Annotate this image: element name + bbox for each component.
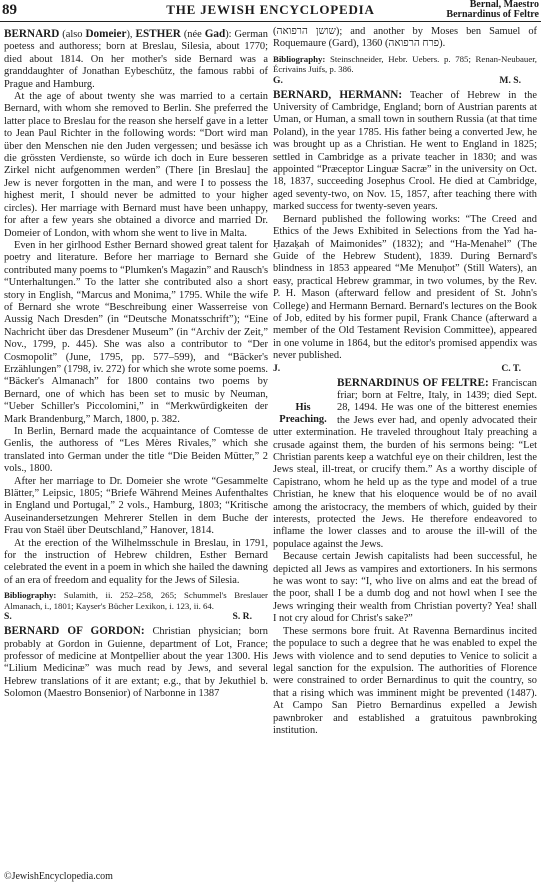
headword: BERNARD OF GORDON:	[4, 625, 145, 638]
running-head-line-2: Bernardinus of Feltre	[446, 9, 539, 20]
headword-separator: ),	[126, 29, 136, 40]
paragraph: Because certain Jewish capitalists had been successful, he depicted all Jews as vampires and extortioners. In his sermons he was wont to say: “I, who live on alms and eat the bread of the poor, shall I be a dumb dog and not howl when I see the Jews wringing their wealth from Christian poverty? Yea! shall I not cry aloud for Christ's sake?”	[273, 551, 537, 625]
entry-bernard-gordon	[4, 625, 268, 700]
signature-right: M. S.	[499, 74, 521, 86]
entry-text: Christian physician; born probably at Gordon in Guienne, department of Lot, France; professor of medicine at Montpellier about the year 1300. His “Lilium Medicinæ” was much read by Jews, and several Hebrew translations of it are extant; e.g., that by Jekuthiel b. Solomon (Maestro Bonsenior) of Narbonne in 1387	[4, 626, 268, 700]
entry-bernardinus	[273, 377, 537, 738]
bibliography	[273, 54, 537, 75]
running-head-line-1: Bernal, Maestro	[469, 0, 539, 10]
running-head	[446, 0, 539, 20]
left-column	[4, 26, 268, 871]
alt-name: Domeier	[85, 28, 127, 40]
paragraph: These sermons bore fruit. At Ravenna Bernardinus incited the populace to such a degree that he was enabled to expel the Jews with violence and to send deputies to Venice to solicit a legal sanction for the expulsion. The authorities of Florence were constrained to order Bernardinus to quit the country, so that a rising which was imminent might be prevented (1487). At Campo San Pietro Bernardinus expelled a Jewish pawnbroker and established a gratuitous pawnbroking institution.	[273, 625, 537, 736]
right-column	[273, 26, 537, 871]
paragraph: Bernard published the following works: “The Creed and Ethics of the Jews Exhibited in Selections from the Yad ha-Ḥazaḳah of Maimonides” (1832); and “Ha-Menahel” (The Guide of the Hebrew Student), 1839. During Bernard's blindness in 1853 appeared “Me Menuḥot” (Still Waters), an easy, practical Hebrew grammar, in two volumes, by the Rev. P. H. Mason (afterward fellow and president of St. John's College) and Hermann Bernard. Bernard's lectures on the Book of Job, edited by his former pupil, Frank Chance (afterward a member of the Old Testament Revision Committee), appeared in one volume in 1864, but the editor's promised appendix was never published.	[273, 213, 537, 362]
bibliography-text: Steinschneider, Hebr. Uebers. p. 785; Renan-Neubauer, Écrivains Juifs, p. 386.	[273, 53, 537, 75]
bibliography-label: Bibliography:	[273, 53, 326, 64]
bibliography-text: Sulamith, ii. 252–258, 265; Schummel's Breslauer Almanach, i., 1801; Kayser's Bücher Lexikon, i. 123, ii. 64.	[4, 590, 268, 611]
copyright-footer: ©JewishEncyclopedia.com	[4, 871, 113, 882]
entry-bernard-esther	[4, 28, 268, 91]
paragraph: Even in her girlhood Esther Bernard showed great talent for poetry and literature. Before her marriage to Bernard she contributed many poems to “Plumken's Magazin” and Rausch's “Unterhaltungen.” To the latter she contributed also a short story in English, “Marcus and Monima,” 1795. While the wife of Bernard she wrote “Beschreibung einer Wasserreise von Aussig Nach Dresden” (in “Deutsche Monatsschrift”); “Eine Nachricht über das Dresdener Museum” (in “Archiv der Zeit,” Nov., 1799, p. 445). She was also a contributor to “Der Cosmopolit” (June, 1795, pp. 577–599), and “Bäcker's Erzählungen” (1798, iv. 272) for which she wrote some poems. “Bäcker's Almanach” for 1800 contains two poems by Bernard, one of which has been set to music by Neuman, “Ueber Schiller's Piccolomini,” in “Merkwürdigkeiten der Mark Brandenburg,” March, 1800, p. 382.	[4, 239, 268, 425]
paragraph-continued: (שושן הרפואה); and another by Moses ben Samuel of Roquemaure (Gard), 1360 (פרח הרפואה).	[273, 26, 537, 50]
signature-left: G.	[273, 74, 283, 86]
paragraph: At the erection of the Wilhelmsschule in Breslau, in 1791, for the instruction of Hebrew children, Esther Bernard celebrated the event in a poem in which she hailed the dawning of an era of freedom and equality for the Jews of Silesia.	[4, 537, 268, 586]
maiden-name: Gad	[204, 28, 226, 40]
page-header	[0, 0, 541, 24]
entry-text: Teacher of Hebrew in the University of Cambridge, England; born of Austrian parents at Uman, or Human, a small town in southern Russia (at that time Poland), in the year 1785. His father being a converted Jew, he was brought up as a Christian. He went to England in 1825; settled in Cambridge as a private teacher in 1830; and was appointed “Præceptor Linguæ Sacræ” in the university on Oct. 18, 1837, succeeding Josephus Crool. He died at Cambridge, aged seventy-two, on Nov. 15, 1857, after teaching there with marked success for twenty-seven years.	[273, 89, 537, 213]
entry-bernard-hermann	[273, 89, 537, 214]
signature-right: C. T.	[501, 362, 521, 374]
bibliography	[4, 590, 268, 611]
paragraph: After her marriage to Dr. Domeier she wrote “Gesammelte Blätter,” Leipsic, 1805; “Briefe Während Meines Aufenthaltes in England und Portugal,” 2 vols., Hamburg, 1803; “Kritische Auseinandersetzungen Mehrerer Stellen in dem Buche der Frau von Staël über Deutschland,” Hanover, 1814.	[4, 475, 268, 537]
headword-rest: (also	[59, 29, 86, 40]
signature-line	[273, 75, 535, 87]
signature-left: J.	[273, 362, 281, 374]
side-heading: His Preaching.	[279, 401, 327, 425]
signature-right: S. R.	[232, 611, 252, 623]
bibliography-label: Bibliography:	[4, 590, 57, 601]
signature-line	[4, 611, 266, 623]
journal-title: THE JEWISH ENCYCLOPEDIA	[166, 2, 375, 17]
entry-text: Franciscan friar; born at Feltre, Italy, in 1439; died Sept. 28, 1494. He was one of the bitterest enemies the Jews ever had, and openly advocated their utter extermination. He traveled throughout Italy preaching a crusade against them, the burden of his sermons being: “Let Christian parents keep a watchful eye on their children, lest the Jews steal, ill-treat, or crucify them.” As a worthy disciple of Capistrano, whom he held up as the type and model of a true Christian, he knew that his eloquence would be of no avail among the aristocracy, the members of which, guided by their interests, protected the Jews. He therefore endeavored to inflame the lower classes and to arouse the ill-will of the populace against the Jews.	[273, 377, 537, 550]
entry-opening: ): German poetess and authoress; born at Breslau, Silesia, about 1770; died about 1814. On her mother's side Bernard was a granddaughter of Jonathan Eybeschütz, the famous rabbi of Prague and Hamburg.	[4, 29, 268, 90]
headword: BERNARDINUS OF FELTRE:	[337, 376, 489, 389]
signature-line	[273, 363, 535, 375]
first-name: ESTHER	[135, 28, 181, 40]
headword: BERNARD	[4, 28, 60, 40]
page-number: 89	[2, 2, 17, 18]
headword: BERNARD, HERMANN:	[273, 88, 403, 101]
signature-left: S.	[4, 611, 12, 623]
paragraph: In Berlin, Bernard made the acquaintance of Comtesse de Genlis, the authoress of “Les Mères Rivales,” which she translated into German under the title “Die Beiden Mütter,” 2 vols., 1800.	[4, 426, 268, 475]
nee-label: (née	[180, 29, 205, 40]
header-rule	[0, 21, 541, 22]
paragraph: At the age of about twenty she was married to a certain Bernard, with whom she removed to Berlin. She preferred the latter place to Breslau for the reason she herself gave in a letter to Jean Paul Richter in the following words: “Dort wird man über den Menschen nie den Juden vergessen; und besässe ich die grössten Verdienste, so würde ich doch in Eure besseren Zirkel nicht aufgenommen werden” (There [in Breslau] the Jew is never forgotten in the man, and were I to possess the highest merit, I should never be admitted to your higher circles). Her marriage with Bernard must have been unhappy, for after a few years she obtained a divorce and married Dr. Domeier of London, with whom she went to live in Malta.	[4, 91, 268, 239]
